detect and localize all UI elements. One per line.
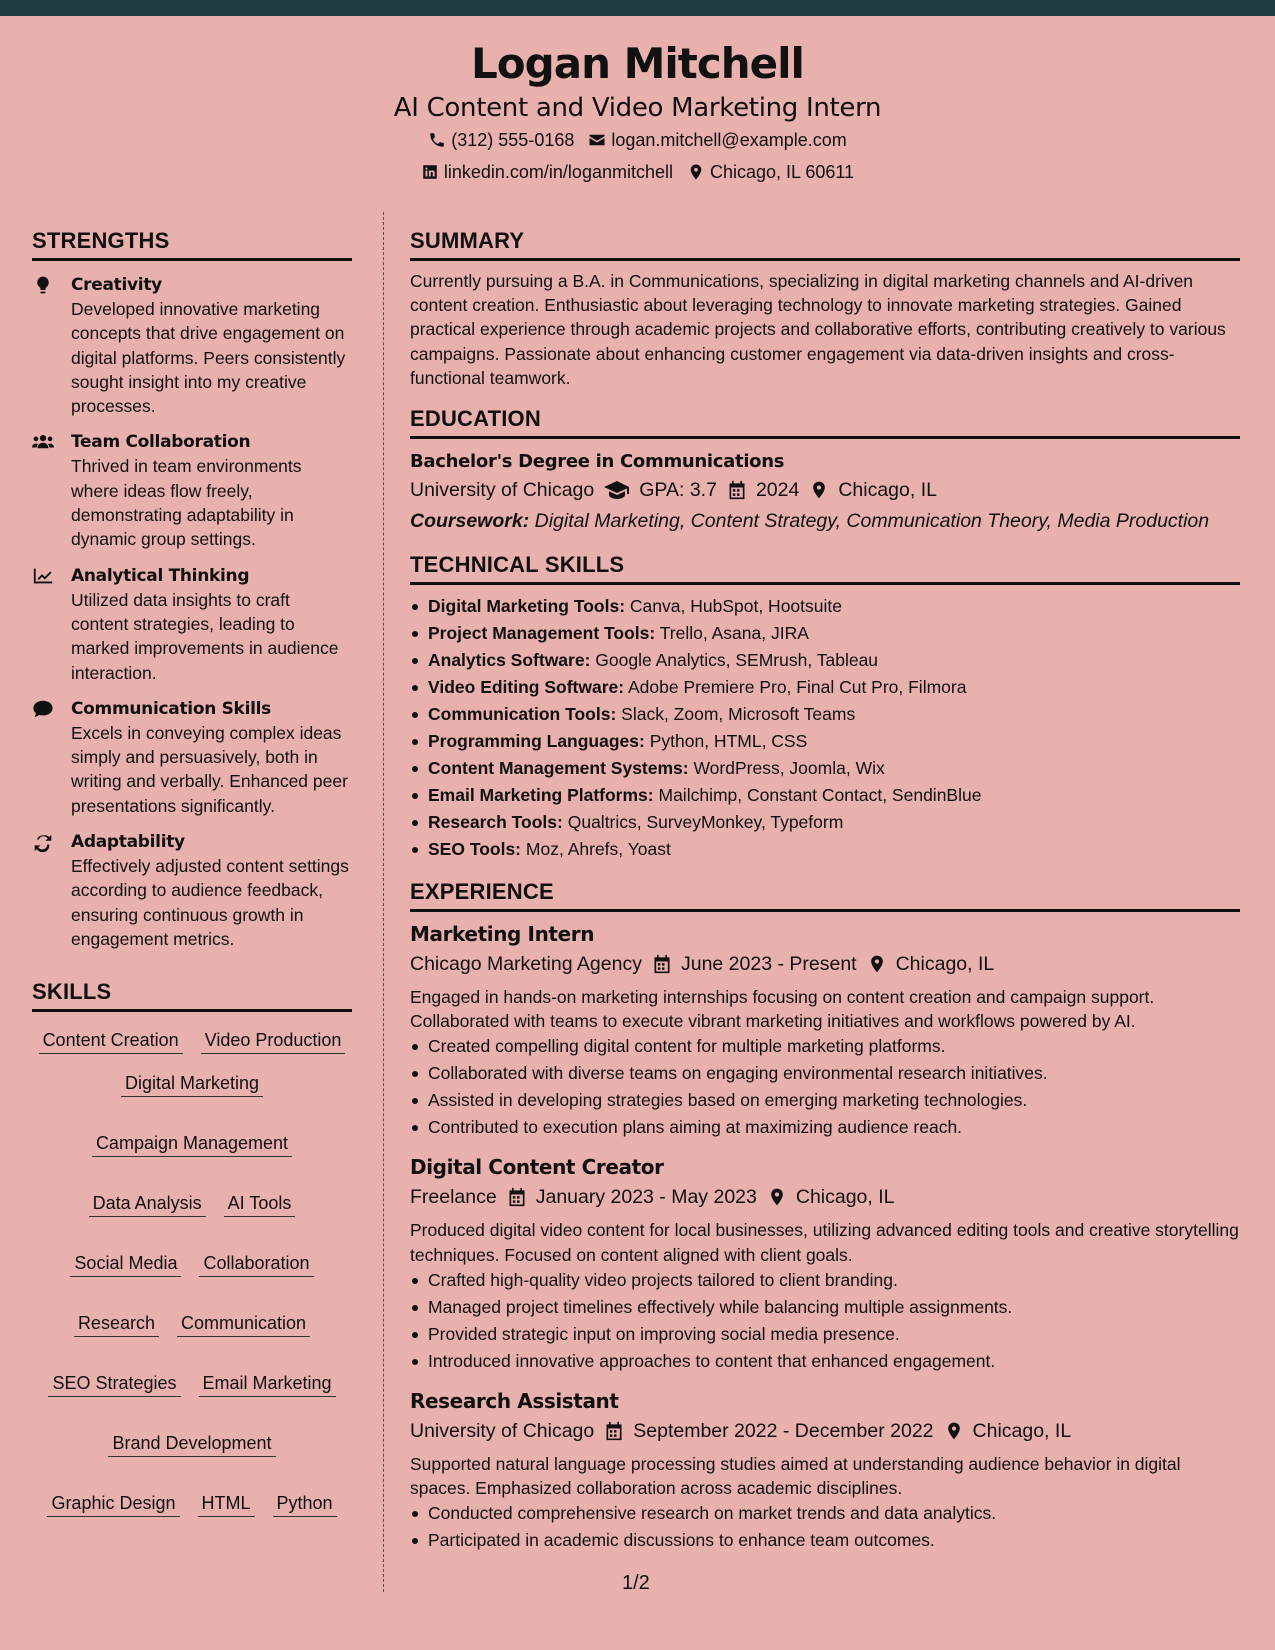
job-bullets [410, 1267, 1240, 1375]
technical-skills-section [410, 550, 1240, 863]
list-item [410, 728, 1240, 755]
skill-chip: Graphic Design [47, 1491, 179, 1517]
tech-skill-value: Adobe Premiere Pro, Final Cut Pro, Filmora [628, 677, 967, 698]
list-item [410, 809, 1240, 836]
strength-title: Adaptability [71, 832, 185, 853]
tech-skill-label: Project Management Tools: [428, 623, 656, 644]
job-meta [410, 1415, 1240, 1447]
year-item [727, 474, 799, 506]
strength-item [32, 697, 352, 818]
strength-item [32, 430, 352, 551]
tech-skill-label: Video Editing Software: [428, 677, 625, 698]
job-entry [410, 1153, 1240, 1374]
strength-desc: Developed innovative marketing concepts that drive engagement on digital platforms. Peers consistently sought insight into my creative processes. [71, 299, 346, 417]
map-marker-icon [809, 480, 829, 500]
phone-icon [428, 131, 446, 149]
education-section [410, 404, 1240, 536]
location-text: Chicago, IL 60611 [710, 162, 855, 182]
list-item [410, 674, 1240, 701]
tech-skill-value: Mailchimp, Constant Contact, SendinBlue [658, 785, 982, 806]
skill-chip: Python [273, 1491, 337, 1517]
strength-desc: Utilized data insights to craft content strategies, leading to marked improvements in audience interaction. [71, 589, 339, 683]
gpa-item [604, 474, 717, 506]
list-item: Contributed to execution plans aiming at maximizing audience reach. [410, 1114, 1240, 1141]
left-column [32, 226, 352, 1517]
list-item [410, 647, 1240, 674]
calendar-icon [727, 480, 747, 500]
strength-title: Creativity [71, 275, 162, 295]
job-location: Chicago, IL [972, 1419, 1072, 1442]
resume-header [0, 38, 1275, 188]
skill-chip: Brand Development [108, 1431, 275, 1457]
edu-location: Chicago, IL [838, 479, 937, 502]
linkedin-icon [421, 163, 439, 181]
tech-skill-label: Research Tools: [428, 812, 563, 833]
strength-item [32, 273, 352, 418]
strengths-heading: STRENGTHS [32, 226, 352, 261]
job-bullets [410, 1500, 1240, 1554]
summary-heading: SUMMARY [410, 226, 1240, 261]
coursework-label: Coursework: [410, 510, 530, 533]
list-item [410, 620, 1240, 647]
comment-icon [32, 699, 54, 719]
gpa-text: GPA: 3.7 [639, 479, 717, 502]
list-item [410, 593, 1240, 620]
map-marker-icon [687, 163, 705, 181]
skill-chip: Digital Marketing [121, 1071, 263, 1097]
skill-chip: Social Media [70, 1251, 181, 1277]
list-item: Created compelling digital content for multiple marketing platforms. [410, 1033, 1240, 1060]
contact-line-2 [0, 156, 1275, 188]
skill-chip: AI Tools [224, 1191, 296, 1217]
job-title: Digital Content Creator [410, 1155, 664, 1180]
column-divider [383, 212, 384, 1592]
list-item: Introduced innovative approaches to content that enhanced engagement. [410, 1348, 1240, 1375]
company-name: Chicago Marketing Agency [410, 953, 642, 976]
top-accent-bar [0, 0, 1275, 16]
experience-heading: EXPERIENCE [410, 877, 1240, 912]
map-marker-icon [867, 954, 887, 974]
skill-chip: Video Production [201, 1028, 346, 1054]
email-item [588, 124, 846, 156]
candidate-role: AI Content and Video Marketing Intern [393, 93, 882, 123]
strength-item [32, 830, 352, 951]
strength-desc: Effectively adjusted content settings according to audience feedback, ensuring continuous growth in engagement metrics. [71, 856, 349, 949]
list-item: Conducted comprehensive research on market trends and data analytics. [410, 1500, 1240, 1527]
tech-skill-value: Qualtrics, SurveyMonkey, Typeform [567, 812, 844, 833]
job-meta [410, 948, 1240, 980]
strength-item [32, 564, 352, 685]
tech-skill-value: Python, HTML, CSS [649, 731, 808, 752]
skill-chip: Campaign Management [92, 1131, 292, 1157]
company-name: Freelance [410, 1186, 497, 1209]
calendar-icon [604, 1421, 624, 1441]
strength-desc: Excels in conveying complex ideas simply and persuasively, both in writing and verbally. Enhanced peer presentations significantly. [71, 722, 348, 816]
skill-chip: Collaboration [199, 1251, 313, 1277]
skill-chip: Data Analysis [89, 1191, 206, 1217]
skill-chip: Research [74, 1311, 159, 1337]
job-description: Produced digital video content for local businesses, utilizing advanced editing tools and creative storytelling techniques. Focused on content aligned with client goals. [410, 1220, 1239, 1265]
list-item [410, 782, 1240, 809]
list-item: Assisted in developing strategies based on emerging marketing technologies. [410, 1087, 1240, 1114]
tech-skill-value: Canva, HubSpot, Hootsuite [629, 596, 842, 617]
job-title: Marketing Intern [410, 922, 595, 947]
tech-skill-label: Communication Tools: [428, 704, 617, 725]
graduation-year: 2024 [755, 479, 800, 502]
phone-item [428, 124, 574, 156]
tech-skill-label: Programming Languages: [428, 731, 645, 752]
list-item: Managed project timelines effectively while balancing multiple assignments. [410, 1294, 1240, 1321]
job-dates: June 2023 - Present [680, 953, 857, 976]
list-item: Crafted high-quality video projects tailored to client branding. [410, 1267, 1240, 1294]
skill-chip: Communication [177, 1311, 310, 1337]
location-item [687, 156, 854, 188]
skills-heading: SKILLS [32, 977, 352, 1012]
graduation-cap-icon [604, 480, 630, 500]
job-description: Engaged in hands-on marketing internships focusing on content creation and campaign support. Collaborated with teams to execute vibrant marketing initiatives and workflows powered by AI. [410, 987, 1155, 1032]
users-icon [32, 432, 54, 452]
chart-line-icon [32, 566, 54, 586]
edu-location-item [809, 474, 937, 506]
calendar-icon [507, 1187, 527, 1207]
list-item: Provided strategic input on improving social media presence. [410, 1321, 1240, 1348]
job-location: Chicago, IL [795, 1186, 895, 1209]
skill-chip: SEO Strategies [48, 1371, 180, 1397]
envelope-icon [588, 131, 606, 149]
map-marker-icon [767, 1187, 787, 1207]
tech-skill-value: Trello, Asana, JIRA [659, 623, 809, 644]
list-item [410, 755, 1240, 782]
list-item: Collaborated with diverse teams on engaging environmental research initiatives. [410, 1060, 1240, 1087]
coursework-line [410, 506, 1240, 536]
technical-skills-heading: TECHNICAL SKILLS [410, 550, 1240, 585]
summary-section [410, 226, 1240, 390]
list-item: Participated in academic discussions to enhance team outcomes. [410, 1527, 1240, 1554]
tech-skill-label: Digital Marketing Tools: [428, 596, 626, 617]
lightbulb-icon [32, 275, 54, 295]
school-name: University of Chicago [410, 479, 595, 502]
tech-skill-label: Email Marketing Platforms: [428, 785, 654, 806]
job-entry [410, 920, 1240, 1141]
degree-title: Bachelor's Degree in Communications [410, 451, 785, 473]
strength-title: Analytical Thinking [71, 565, 250, 586]
contact-line-1 [0, 124, 1275, 156]
education-heading: EDUCATION [410, 404, 1240, 439]
skill-chip: Content Creation [39, 1028, 183, 1054]
skills-list [32, 1028, 352, 1517]
tech-skill-label: SEO Tools: [428, 839, 522, 860]
tech-skill-value: Google Analytics, SEMrush, Tableau [595, 650, 879, 671]
tech-skill-label: Content Management Systems: [428, 758, 689, 779]
sync-icon [32, 832, 54, 852]
tech-skill-value: Moz, Ahrefs, Yoast [525, 839, 671, 860]
experience-section [410, 877, 1240, 1554]
skill-chip: HTML [198, 1491, 255, 1517]
education-meta [410, 474, 1240, 506]
job-entry [410, 1387, 1240, 1554]
job-meta [410, 1181, 1240, 1213]
job-location: Chicago, IL [895, 953, 995, 976]
email-text: logan.mitchell@example.com [611, 130, 847, 150]
job-dates: September 2022 - December 2022 [633, 1419, 934, 1442]
strength-title: Team Collaboration [71, 432, 251, 453]
tech-skill-label: Analytics Software: [428, 650, 591, 671]
strength-desc: Thrived in team environments where ideas flow freely, demonstrating adaptability in dynamic group settings. [71, 456, 302, 550]
summary-text: Currently pursuing a B.A. in Communications, specializing in digital marketing channels and AI-driven content creation. Enthusiastic about leveraging technology to innovate marketing strategies. Gained practical experience through academic projects and collaborative efforts, contributing creatively to various campaigns. Passionate about enhancing customer engagement via data-driven insights and cross-functional teamwork. [410, 271, 1226, 388]
list-item [410, 701, 1240, 728]
tech-skill-value: WordPress, Joomla, Wix [693, 758, 885, 779]
candidate-name: Logan Mitchell [471, 39, 804, 88]
job-dates: January 2023 - May 2023 [535, 1186, 757, 1209]
page-number: 1/2 [622, 1572, 650, 1594]
list-item [410, 836, 1240, 863]
tech-skill-value: Slack, Zoom, Microsoft Teams [621, 704, 856, 725]
phone-text: (312) 555-0168 [451, 130, 575, 150]
job-description: Supported natural language processing studies aimed at understanding audience behavior in digital spaces. Emphasized collaboration across academic disciplines. [410, 1453, 1181, 1499]
job-bullets [410, 1033, 1240, 1141]
skill-chip: Email Marketing [199, 1371, 336, 1397]
job-title: Research Assistant [410, 1388, 619, 1413]
calendar-icon [652, 954, 672, 974]
strength-title: Communication Skills [71, 698, 271, 719]
linkedin-text: linkedin.com/in/loganmitchell [443, 162, 673, 182]
right-column [410, 226, 1240, 1564]
map-marker-icon [944, 1421, 964, 1441]
coursework-text: Digital Marketing, Content Strategy, Communication Theory, Media Production [534, 510, 1210, 533]
company-name: University of Chicago [410, 1419, 595, 1442]
technical-skills-list [410, 593, 1240, 863]
linkedin-item [421, 156, 673, 188]
